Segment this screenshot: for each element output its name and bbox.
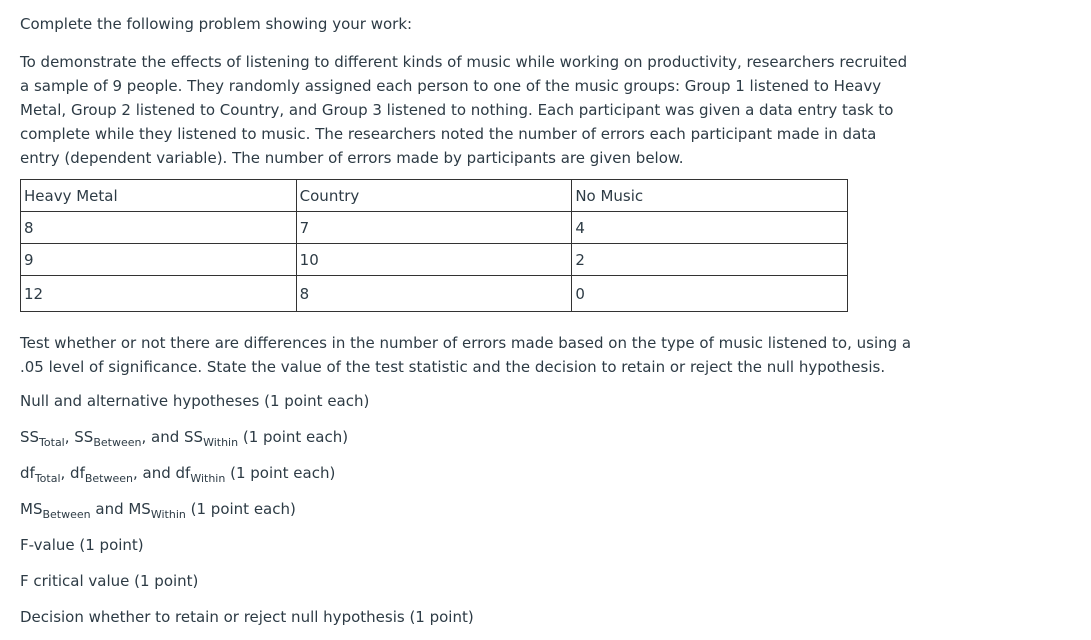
decision-item: Decision whether to retain or reject null hypothesis (1 point)	[20, 608, 474, 626]
scenario-paragraph	[20, 50, 908, 170]
ms-within-subscript: Within	[150, 508, 186, 521]
scenario-line: Metal, Group 2 listened to Country, and Group 3 listened to nothing. Each participant was given a data entry task to	[20, 101, 894, 119]
table-cell: 7	[296, 212, 572, 244]
table-cell: 12	[21, 276, 297, 312]
ms-between-subscript: Between	[42, 508, 91, 521]
ms-separator: and MS	[90, 500, 151, 518]
ss-total-subscript: Total	[39, 436, 65, 449]
df-total-subscript: Total	[34, 472, 61, 485]
table-cell: 0	[572, 276, 848, 312]
header-heavy-metal: Heavy Metal	[21, 180, 297, 212]
table-header-row	[21, 180, 848, 212]
f-critical-item: F critical value (1 point)	[20, 572, 199, 590]
table-cell: 9	[21, 244, 297, 276]
sum-of-squares-item	[20, 427, 348, 447]
mean-squares-item	[20, 499, 296, 519]
ss-within-subscript: Within	[203, 436, 239, 449]
df-points: (1 point each)	[225, 464, 336, 482]
table-row	[21, 244, 848, 276]
question-line: .05 level of significance. State the value of the test statistic and the decision to retain or reject the null hypothesis.	[20, 358, 886, 376]
scenario-line: a sample of 9 people. They randomly assigned each person to one of the music groups: Group 1 listened to Heavy	[20, 77, 882, 95]
table-cell: 4	[572, 212, 848, 244]
ms-points: (1 point each)	[185, 500, 296, 518]
table-cell: 2	[572, 244, 848, 276]
df-separator: , df	[60, 464, 85, 482]
table-cell: 8	[296, 276, 572, 312]
ss-separator: , SS	[64, 428, 94, 446]
df-within-subscript: Within	[190, 472, 226, 485]
question-line: Test whether or not there are differences in the number of errors made based on the type of music listened to, using a	[20, 334, 912, 352]
ss-prefix: SS	[20, 428, 40, 446]
question-paragraph	[20, 331, 912, 379]
ss-separator: , and SS	[141, 428, 204, 446]
errors-data-table	[20, 179, 848, 312]
intro-text: Complete the following problem showing your work:	[20, 15, 413, 33]
scenario-line: complete while they listened to music. The researchers noted the number of errors each participant made in data	[20, 125, 877, 143]
table-row	[21, 276, 848, 312]
degrees-of-freedom-item	[20, 463, 335, 483]
df-prefix: df	[20, 464, 35, 482]
ss-points: (1 point each)	[238, 428, 349, 446]
table-row	[21, 212, 848, 244]
hypotheses-item: Null and alternative hypotheses (1 point each)	[20, 392, 370, 410]
header-no-music: No Music	[572, 180, 848, 212]
df-separator: , and df	[133, 464, 191, 482]
table-cell: 8	[21, 212, 297, 244]
df-between-subscript: Between	[84, 472, 133, 485]
ss-between-subscript: Between	[93, 436, 142, 449]
scenario-line: To demonstrate the effects of listening to different kinds of music while working on productivity, researchers recruited	[20, 53, 908, 71]
header-country: Country	[296, 180, 572, 212]
ms-prefix: MS	[20, 500, 43, 518]
table-cell: 10	[296, 244, 572, 276]
scenario-line: entry (dependent variable). The number of errors made by participants are given below.	[20, 149, 684, 167]
f-value-item: F-value (1 point)	[20, 536, 144, 554]
